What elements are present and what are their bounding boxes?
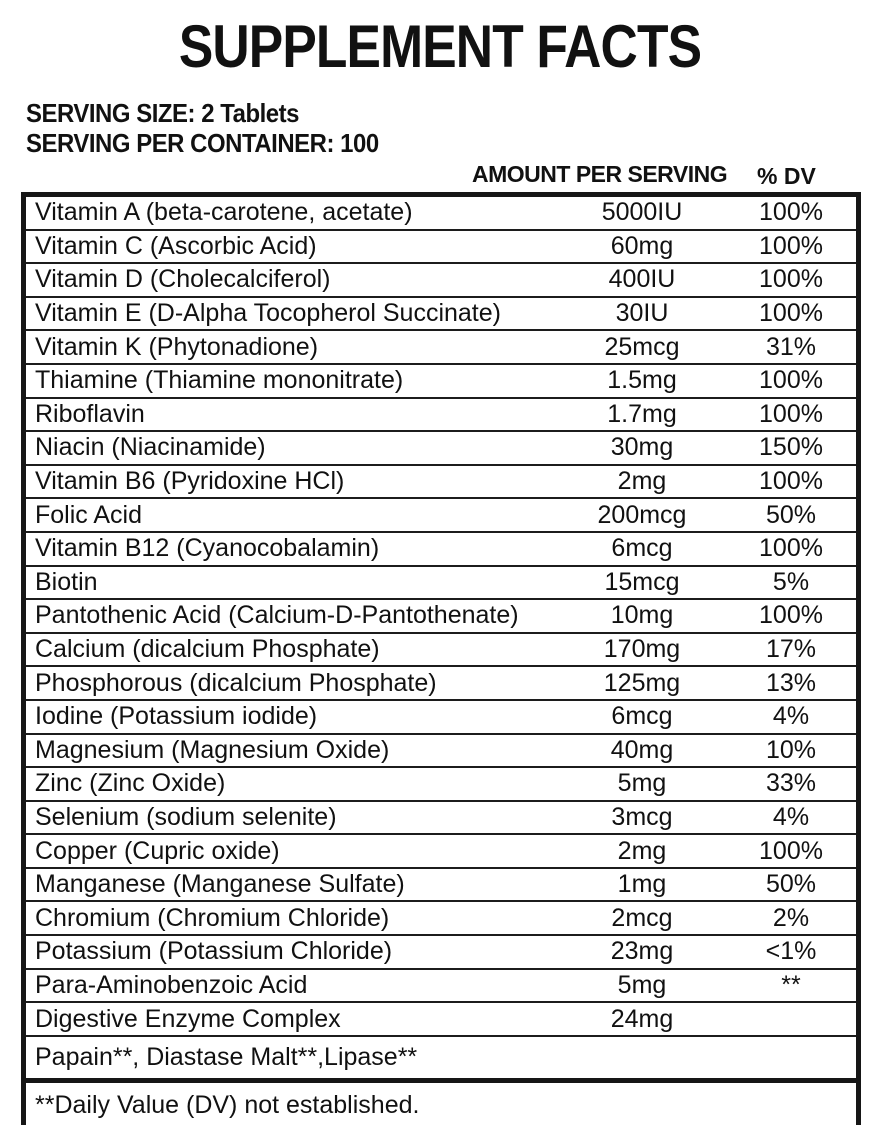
table-row: [26, 331, 856, 365]
ingredient-name: Potassium (Potassium Chloride): [35, 937, 393, 966]
facts-table: [21, 192, 861, 1125]
dv-value: 50%: [765, 500, 817, 529]
dv-value: 100%: [759, 231, 823, 260]
table-row: [26, 802, 856, 836]
ingredient-name: Biotin: [35, 567, 98, 596]
table-row: [26, 970, 856, 1004]
table-row: [26, 735, 856, 769]
table-row: [26, 600, 856, 634]
ingredient-name: Phosphorous (dicalcium Phosphate): [35, 668, 437, 697]
dv-value: 100%: [759, 601, 823, 630]
amount-value: 6mcg: [611, 534, 673, 563]
table-row: [26, 365, 856, 399]
footnote-text: **Daily Value (DV) not established.: [35, 1090, 420, 1119]
dv-value: 100%: [759, 198, 823, 227]
ingredient-name: Thiamine (Thiamine mononitrate): [35, 366, 404, 395]
table-row: [26, 264, 856, 298]
amount-value: 2mg: [617, 836, 667, 865]
table-row: [26, 432, 856, 466]
amount-value: 170mg: [603, 635, 681, 664]
serving-size-text: SERVING SIZE: 2 Tablets: [26, 98, 299, 128]
dv-value: 100%: [759, 265, 823, 294]
amount-value: 1.7mg: [607, 399, 677, 428]
servings-per-container-text: SERVING PER CONTAINER: 100: [26, 128, 379, 158]
table-row: [26, 701, 856, 735]
amount-value: 15mcg: [604, 567, 680, 596]
enzyme-note-row: [26, 1037, 856, 1083]
table-row: [26, 298, 856, 332]
amount-value: 2mg: [617, 467, 667, 496]
amount-value: 30IU: [615, 299, 669, 328]
dv-value: 100%: [759, 534, 823, 563]
dv-value: 100%: [759, 836, 823, 865]
ingredient-name: Vitamin K (Phytonadione): [35, 332, 319, 361]
amount-value: 23mg: [610, 937, 674, 966]
dv-value: 5%: [772, 567, 810, 596]
ingredient-name: Copper (Cupric oxide): [35, 836, 280, 865]
amount-value: 5mg: [617, 769, 667, 798]
ingredient-name: Vitamin A (beta-carotene, acetate): [35, 198, 413, 227]
table-row: [26, 1003, 856, 1037]
amount-value: 125mg: [603, 668, 681, 697]
table-row: [26, 231, 856, 265]
table-row: [26, 869, 856, 903]
dv-value: 150%: [759, 433, 823, 462]
table-row: [26, 902, 856, 936]
amount-value: 30mg: [610, 433, 674, 462]
column-header-amount-per-serving: AMOUNT PER SERVING: [472, 161, 728, 187]
ingredient-name: Iodine (Potassium iodide): [35, 702, 318, 731]
dv-value: 31%: [765, 332, 817, 361]
ingredient-name: Vitamin B6 (Pyridoxine HCl): [35, 467, 345, 496]
table-row: [26, 667, 856, 701]
ingredient-name: Vitamin B12 (Cyanocobalamin): [35, 534, 380, 563]
amount-value: 24mg: [610, 1004, 674, 1033]
dv-value: 33%: [765, 769, 817, 798]
amount-value: 3mcg: [611, 802, 673, 831]
dv-value: 13%: [765, 668, 817, 697]
table-row: [26, 466, 856, 500]
dv-value: 100%: [759, 399, 823, 428]
table-row: [26, 634, 856, 668]
dv-value: 50%: [765, 870, 817, 899]
ingredient-name: Digestive Enzyme Complex: [35, 1004, 341, 1033]
enzyme-note-text: Papain**, Diastase Malt**,Lipase**: [35, 1042, 418, 1071]
dv-value: 4%: [772, 802, 810, 831]
amount-value: 10mg: [610, 601, 674, 630]
amount-value: 6mcg: [611, 702, 673, 731]
amount-value: 2mcg: [611, 903, 673, 932]
ingredient-name: Manganese (Manganese Sulfate): [35, 870, 405, 899]
dv-value: **: [781, 970, 801, 999]
supplement-facts-label: [0, 13, 880, 1125]
amount-value: 5mg: [617, 970, 667, 999]
dv-value: 100%: [759, 299, 823, 328]
ingredient-name: Selenium (sodium selenite): [35, 802, 337, 831]
ingredient-name: Vitamin E (D-Alpha Tocopherol Succinate): [35, 299, 501, 328]
page-title: SUPPLEMENT FACTS: [178, 13, 702, 80]
dv-value: 2%: [772, 903, 810, 932]
serving-info: [26, 98, 812, 158]
column-headers: [21, 158, 861, 192]
ingredient-name: Magnesium (Magnesium Oxide): [35, 735, 390, 764]
table-row: [26, 936, 856, 970]
table-row: [26, 768, 856, 802]
dv-value: 100%: [759, 467, 823, 496]
ingredient-name: Calcium (dicalcium Phosphate): [35, 635, 380, 664]
table-row: [26, 499, 856, 533]
ingredient-rows: [26, 197, 856, 1037]
table-row: [26, 835, 856, 869]
amount-value: 1.5mg: [607, 366, 677, 395]
table-row: [26, 197, 856, 231]
column-header-percent-dv: % DV: [757, 163, 816, 189]
ingredient-name: Folic Acid: [35, 500, 142, 529]
amount-value: 5000IU: [601, 198, 683, 227]
amount-value: 25mcg: [604, 332, 680, 361]
amount-value: 40mg: [610, 735, 674, 764]
dv-value: <1%: [765, 937, 817, 966]
ingredient-name: Chromium (Chromium Chloride): [35, 903, 390, 932]
amount-value: 200mcg: [597, 500, 687, 529]
table-row: [26, 399, 856, 433]
ingredient-name: Vitamin C (Ascorbic Acid): [35, 231, 317, 260]
amount-value: 60mg: [610, 231, 674, 260]
amount-value: 400IU: [608, 265, 676, 294]
table-row: [26, 567, 856, 601]
footnote-row: [26, 1083, 856, 1125]
ingredient-name: Zinc (Zinc Oxide): [35, 769, 226, 798]
dv-value: 17%: [765, 635, 817, 664]
table-row: [26, 533, 856, 567]
ingredient-name: Pantothenic Acid (Calcium-D-Pantothenate): [35, 601, 519, 630]
ingredient-name: Riboflavin: [35, 399, 145, 428]
ingredient-name: Vitamin D (Cholecalciferol): [35, 265, 331, 294]
amount-value: 1mg: [617, 870, 667, 899]
ingredient-name: Para-Aminobenzoic Acid: [35, 970, 308, 999]
dv-value: 100%: [759, 366, 823, 395]
ingredient-name: Niacin (Niacinamide): [35, 433, 266, 462]
dv-value: 10%: [765, 735, 817, 764]
dv-value: 4%: [772, 702, 810, 731]
